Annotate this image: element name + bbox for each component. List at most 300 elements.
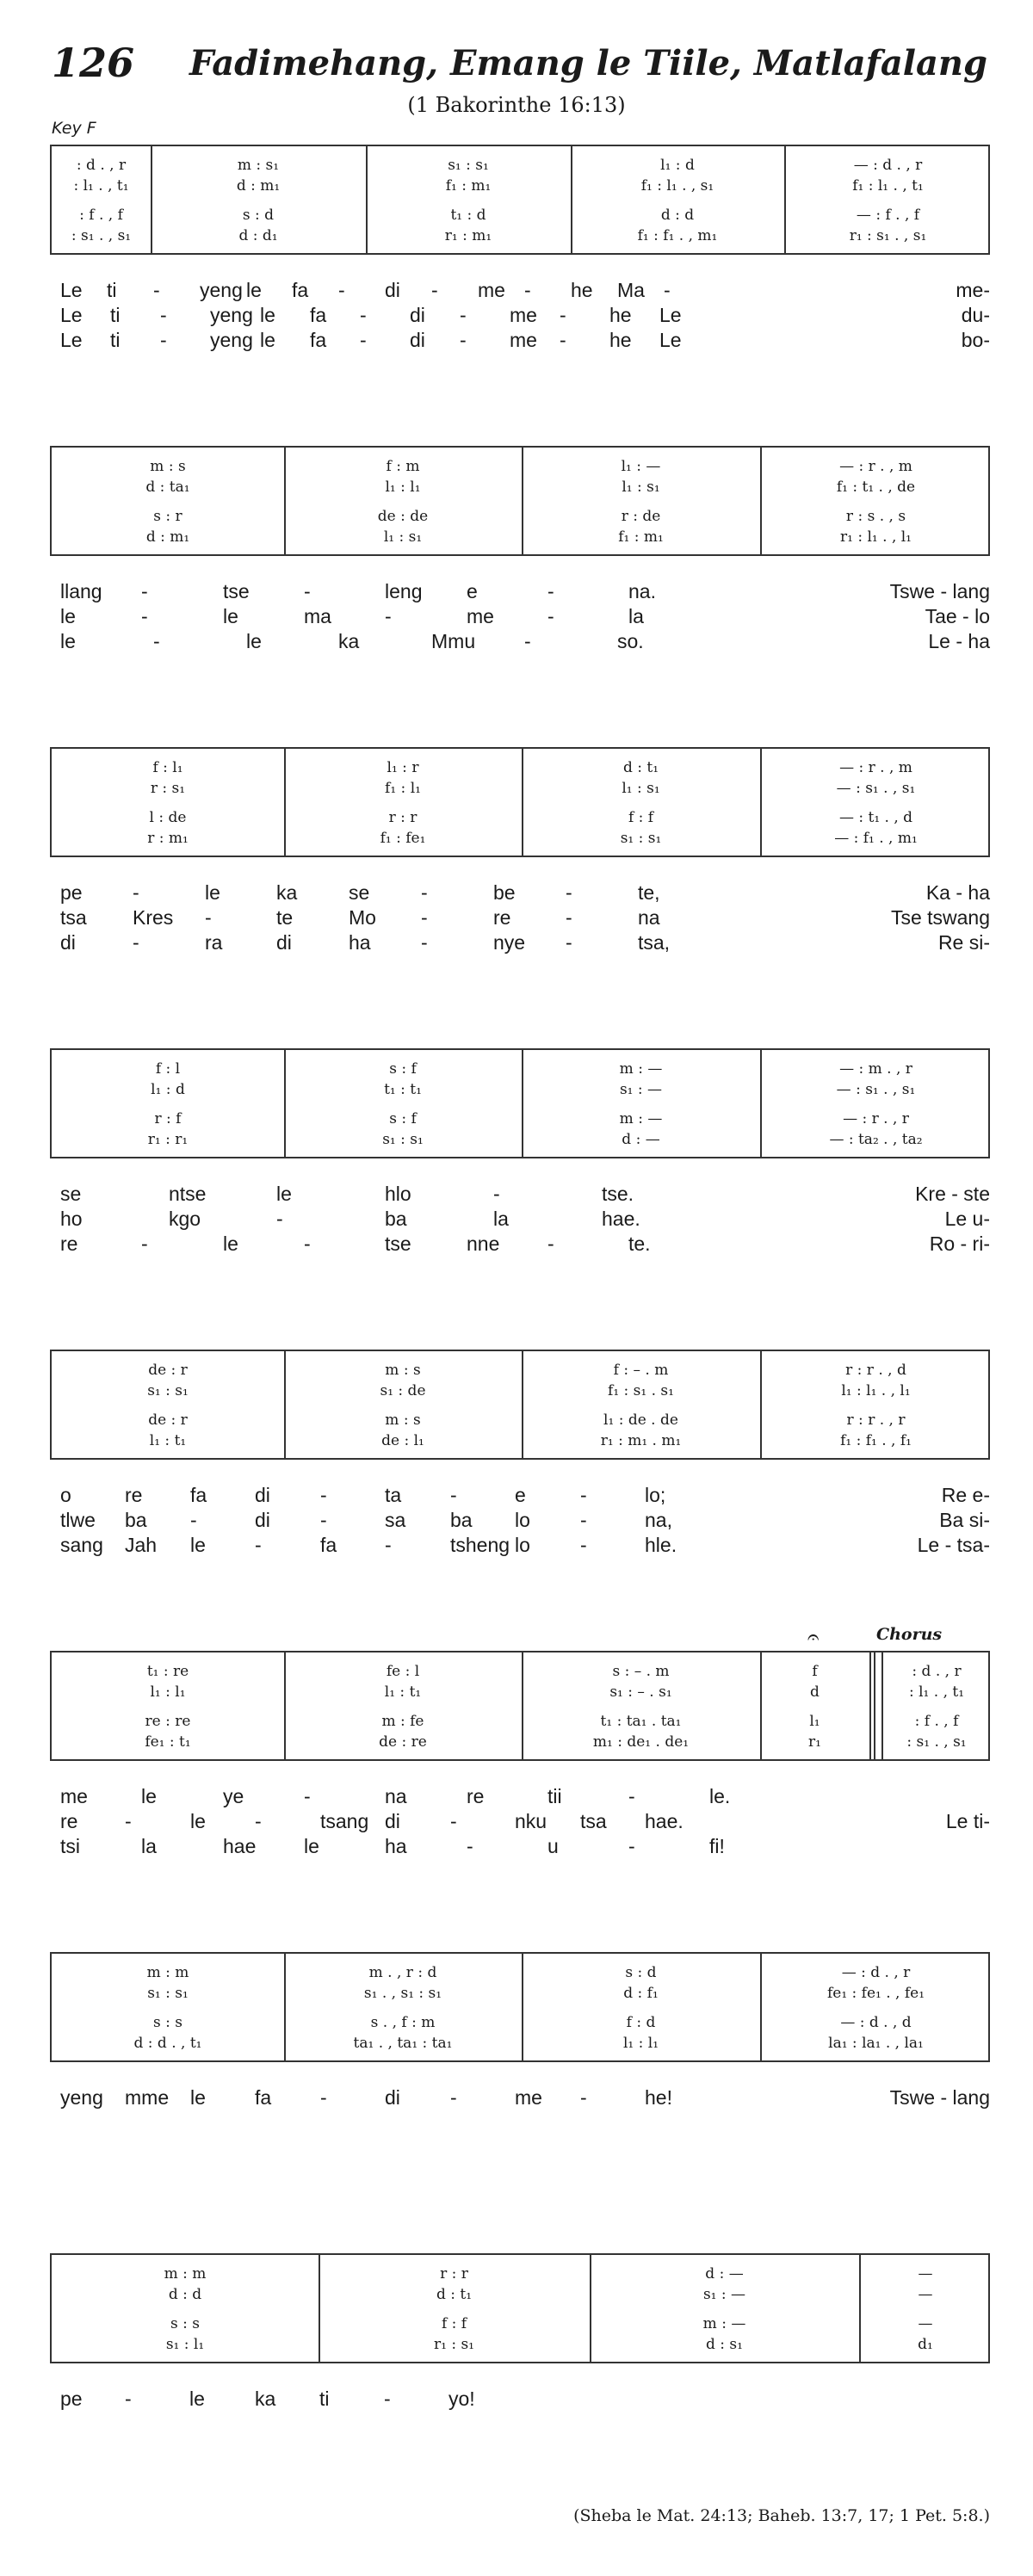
lyric-syllable: Le — [659, 329, 682, 351]
note-group: s : f — [389, 1110, 417, 1127]
lyric-line — [52, 1183, 990, 1208]
note-group: de : re — [379, 1733, 427, 1751]
note-group: s₁ : s₁ — [620, 830, 662, 847]
lyric-line — [52, 931, 990, 956]
lyric-syllable: - — [360, 304, 367, 326]
lyric-syllable: le — [260, 304, 275, 326]
lyric-syllable: le — [223, 605, 238, 627]
note-group: s . , f : m — [370, 2014, 436, 2031]
barline — [522, 1652, 523, 1759]
lyric-syllable: llang — [60, 580, 102, 602]
lyric-syllable: la — [141, 1835, 157, 1857]
barline — [284, 749, 286, 856]
barline — [760, 1652, 762, 1759]
lyric-syllable: di — [60, 931, 76, 954]
lyric-syllable: me — [515, 2086, 542, 2109]
lyric-syllable: ba — [125, 1509, 147, 1531]
barline — [881, 1652, 883, 1759]
lyric-syllable: ra — [205, 931, 223, 954]
lyric-syllable: se — [349, 881, 370, 904]
note-group: f : l — [155, 1060, 181, 1078]
lyric-syllable: - — [524, 630, 531, 652]
lyric-syllable: - — [566, 931, 572, 954]
note-group: — : d . , d — [840, 2014, 912, 2031]
note-group: m : s₁ — [237, 157, 280, 174]
lyric-syllable: di — [410, 304, 425, 326]
chorus-label: Chorus — [876, 1625, 943, 1644]
note-group: m : s — [385, 1362, 421, 1379]
lyric-syllable: - — [421, 906, 428, 929]
lyric-syllable: na — [638, 906, 660, 929]
lyric-syllable: - — [320, 1509, 327, 1531]
note-group: — : s₁ . , s₁ — [836, 1081, 916, 1098]
lyric-syllable: Le - ha — [928, 630, 990, 652]
note-group: r₁ : r₁ — [147, 1131, 189, 1148]
note-group: m . , r : d — [368, 1964, 437, 1981]
lyric-syllable: Ka - ha — [925, 881, 990, 904]
note-group: r : r — [440, 2265, 468, 2283]
lyric-syllable: - — [460, 329, 467, 351]
note-group: m₁ : de₁ . de₁ — [592, 1733, 690, 1751]
lyric-syllable: me — [510, 304, 537, 326]
lyric-syllable: Ro - ri- — [929, 1232, 990, 1255]
note-group: — : s₁ . , s₁ — [836, 780, 916, 797]
note-group: de : de — [377, 508, 429, 525]
lyric-syllable: hae. — [645, 1810, 684, 1832]
lyric-syllable: Le — [60, 279, 83, 301]
note-group: d : d₁ — [238, 227, 278, 244]
double-barline — [874, 1652, 875, 1759]
note-group: s₁ : de — [380, 1382, 426, 1399]
hymn-title: Fadimehang, Emang le Tiile, Matlafalang — [189, 43, 987, 83]
lyric-syllable: - — [255, 1810, 262, 1832]
note-group: fe₁ : fe₁ . , fe₁ — [826, 1985, 925, 2002]
note-group: l₁ — [809, 1713, 820, 1730]
lyric-syllable: le — [246, 279, 262, 301]
lyric-line — [52, 1208, 990, 1232]
lyric-syllable: le — [190, 2086, 206, 2109]
lyric-syllable: Le — [659, 304, 682, 326]
lyric-syllable: tsa — [580, 1810, 607, 1832]
lyric-syllable: pe — [60, 881, 83, 904]
lyric-syllable: Kres — [133, 906, 174, 929]
note-group: s₁ : l₁ — [165, 2336, 205, 2353]
lyric-syllable: - — [255, 1534, 262, 1556]
barline — [284, 1652, 286, 1759]
lyric-syllable: ti — [110, 329, 121, 351]
lyric-syllable: le — [276, 1183, 292, 1205]
hymn-number: 126 — [52, 40, 135, 86]
footnote: (Sheba le Mat. 24:13; Baheb. 13:7, 17; 1 Pet. 5:8.) — [573, 2506, 990, 2525]
lyric-syllable: - — [580, 1484, 587, 1506]
lyric-syllable: - — [304, 580, 311, 602]
note-group: fe : l — [386, 1663, 420, 1680]
note-group: r : m₁ — [147, 830, 189, 847]
barline — [760, 1050, 762, 1157]
note-group: l₁ : l₁ — [150, 1683, 186, 1701]
note-group: — : f . , f — [856, 207, 920, 224]
note-group: f : l₁ — [152, 759, 183, 776]
note-group: s : d — [625, 1964, 657, 1981]
lyric-syllable: te. — [628, 1232, 651, 1255]
note-group: m : s — [385, 1412, 421, 1429]
lyric-syllable: me — [60, 1785, 88, 1807]
lyric-syllable: fa — [320, 1534, 337, 1556]
lyric-syllable: - — [190, 1509, 197, 1531]
lyric-syllable: ta — [385, 1484, 402, 1506]
note-group: — — [918, 2315, 933, 2332]
lyric-syllable: ka — [255, 2388, 276, 2410]
lyric-syllable: ntse — [169, 1183, 207, 1205]
lyric-syllable: Le u- — [944, 1208, 990, 1230]
notation-system — [50, 1651, 990, 1761]
lyric-syllable: be — [493, 881, 516, 904]
double-barline — [869, 1652, 871, 1759]
note-group: l₁ : l₁ — [622, 2035, 659, 2052]
lyric-syllable: - — [304, 1232, 311, 1255]
notation-system — [50, 1048, 990, 1158]
note-group: t₁ : ta₁ . ta₁ — [600, 1713, 682, 1730]
note-group: d : f₁ — [623, 1985, 659, 2002]
lyric-syllable: le. — [709, 1785, 731, 1807]
note-group: l₁ : d — [151, 1081, 185, 1098]
barline — [151, 146, 152, 253]
lyric-syllable: - — [493, 1183, 500, 1205]
lyric-syllable: Mo — [349, 906, 376, 929]
lyric-syllable: - — [560, 304, 566, 326]
lyric-line — [52, 304, 990, 329]
lyric-syllable: - — [141, 580, 148, 602]
notation-system — [50, 1350, 990, 1460]
lyric-syllable: - — [450, 1810, 457, 1832]
lyric-syllable: le — [141, 1785, 157, 1807]
lyric-syllable: na — [385, 1785, 407, 1807]
note-group: s : d — [242, 207, 275, 224]
note-group: l₁ : s₁ — [622, 780, 660, 797]
barline — [522, 1351, 523, 1458]
lyrics-block — [52, 1183, 990, 1257]
lyrics-block — [52, 580, 990, 655]
lyric-syllable: di — [385, 1810, 400, 1832]
barline — [522, 448, 523, 554]
lyric-syllable: le — [246, 630, 262, 652]
note-group: f : m — [386, 458, 420, 475]
note-group: d : s₁ — [706, 2336, 743, 2353]
barline — [859, 2255, 861, 2362]
lyric-line — [52, 1509, 990, 1534]
lyric-syllable: ti — [319, 2388, 330, 2410]
lyric-syllable: le — [189, 2388, 205, 2410]
notation-system — [50, 145, 990, 255]
note-group: s : s — [170, 2315, 200, 2332]
lyric-syllable: di — [276, 931, 292, 954]
note-group: l₁ : — — [621, 458, 661, 475]
lyric-syllable: hlo — [385, 1183, 411, 1205]
note-group: : d . , r — [912, 1663, 962, 1680]
lyric-syllable: Le — [60, 304, 83, 326]
lyric-line — [52, 630, 990, 655]
note-group: l : de — [149, 809, 187, 826]
lyric-syllable: tlwe — [60, 1509, 96, 1531]
lyric-syllable: fi! — [709, 1835, 725, 1857]
note-group: — : d . , r — [853, 157, 923, 174]
lyric-line — [52, 1534, 990, 1559]
lyric-syllable: - — [421, 881, 428, 904]
lyric-syllable: fa — [310, 304, 327, 326]
note-group: r₁ : s₁ . , s₁ — [849, 227, 927, 244]
lyric-syllable: - — [460, 304, 467, 326]
lyric-syllable: le — [190, 1810, 206, 1832]
lyric-syllable: leng — [385, 580, 423, 602]
lyric-syllable: - — [450, 2086, 457, 2109]
lyric-syllable: so. — [617, 630, 644, 652]
lyric-syllable: - — [160, 329, 167, 351]
lyric-syllable: fa — [292, 279, 309, 301]
lyric-syllable: hae. — [602, 1208, 640, 1230]
lyric-syllable: nne — [467, 1232, 500, 1255]
note-group: — : r . , m — [839, 458, 912, 475]
lyric-syllable: le — [304, 1835, 319, 1857]
note-group: r : r — [388, 809, 418, 826]
lyric-syllable: hae — [223, 1835, 257, 1857]
lyric-syllable: - — [160, 304, 167, 326]
lyric-syllable: me — [478, 279, 505, 301]
note-group: ta₁ . , ta₁ : ta₁ — [353, 2035, 453, 2052]
note-group: r₁ : m₁ . m₁ — [600, 1432, 682, 1449]
lyric-syllable: Le - tsa- — [917, 1534, 990, 1556]
note-group: f : f — [441, 2315, 467, 2332]
lyric-syllable: Mmu — [431, 630, 476, 652]
lyric-syllable: la — [493, 1208, 509, 1230]
note-group: re : re — [145, 1713, 191, 1730]
lyric-syllable: du- — [961, 304, 990, 326]
note-group: — : t₁ . , d — [838, 809, 913, 826]
note-group: r₁ : l₁ . , l₁ — [840, 528, 912, 546]
note-group: d : d — [660, 207, 695, 224]
lyric-syllable: le — [190, 1534, 206, 1556]
lyric-syllable: - — [628, 1785, 635, 1807]
lyric-syllable: le — [223, 1232, 238, 1255]
lyrics-block — [52, 1785, 990, 1860]
lyric-syllable: le — [60, 605, 76, 627]
note-group: t₁ : t₁ — [384, 1081, 422, 1098]
note-group: f : – . m — [613, 1362, 669, 1379]
barline — [284, 1351, 286, 1458]
lyric-syllable: na. — [628, 580, 656, 602]
lyric-line — [52, 1232, 990, 1257]
note-group: f₁ : m₁ — [618, 528, 664, 546]
lyric-line — [52, 2388, 990, 2412]
lyric-syllable: - — [360, 329, 367, 351]
lyric-syllable: lo — [515, 1534, 530, 1556]
lyrics-block — [52, 881, 990, 956]
lyric-syllable: Kre - ste — [915, 1183, 990, 1205]
barline — [571, 146, 572, 253]
notation-system — [50, 2253, 990, 2363]
fermata-icon: 𝄐 — [807, 1625, 820, 1649]
note-group: : f . , f — [914, 1713, 959, 1730]
lyric-syllable: re — [60, 1232, 78, 1255]
lyric-syllable: - — [580, 1509, 587, 1531]
note-group: f : f — [628, 809, 654, 826]
note-group: f₁ : l₁ . , s₁ — [640, 177, 714, 195]
lyric-syllable: - — [133, 881, 139, 904]
lyric-syllable: kgo — [169, 1208, 201, 1230]
note-group: s₁ : s₁ — [382, 1131, 424, 1148]
lyric-syllable: - — [304, 1785, 311, 1807]
lyric-syllable: - — [276, 1208, 283, 1230]
note-group: s₁ : s₁ — [147, 1382, 189, 1399]
lyric-syllable: Le — [60, 329, 83, 351]
lyric-syllable: Re si- — [937, 931, 990, 954]
lyric-syllable: Le ti- — [945, 1810, 990, 1832]
lyric-syllable: mme — [125, 2086, 170, 2109]
note-group: d₁ — [918, 2336, 933, 2353]
lyric-syllable: fa — [190, 1484, 207, 1506]
lyric-syllable: Tswe - lang — [889, 580, 990, 602]
barline — [590, 2255, 591, 2362]
note-group: m : fe — [381, 1713, 424, 1730]
lyric-syllable: e — [467, 580, 478, 602]
note-group: r : s₁ — [150, 780, 186, 797]
lyric-syllable: yeng — [200, 279, 243, 301]
note-group: d : m₁ — [236, 177, 281, 195]
barline — [760, 749, 762, 856]
lyric-syllable: le — [260, 329, 275, 351]
barline — [760, 448, 762, 554]
lyric-syllable: - — [205, 906, 212, 929]
lyric-syllable: na, — [645, 1509, 672, 1531]
note-group: — : r . , r — [843, 1110, 909, 1127]
lyric-syllable: di — [255, 1484, 270, 1506]
lyric-syllable: e — [515, 1484, 526, 1506]
note-group: de : r — [148, 1412, 188, 1429]
note-group: l₁ : l₁ . , l₁ — [841, 1382, 911, 1399]
barline — [284, 1050, 286, 1157]
note-group: t₁ : d — [450, 207, 486, 224]
barline — [522, 1954, 523, 2060]
note-group: t₁ : re — [146, 1663, 189, 1680]
scripture-reference: (1 Bakorinthe 16:13) — [407, 93, 626, 117]
lyric-syllable: sang — [60, 1534, 103, 1556]
lyric-syllable: fa — [255, 2086, 272, 2109]
lyric-syllable: - — [320, 1484, 327, 1506]
lyric-syllable: me- — [956, 279, 990, 301]
note-group: : f . , f — [79, 207, 123, 224]
lyric-syllable: lo; — [645, 1484, 666, 1506]
lyric-syllable: - — [450, 1484, 457, 1506]
note-group: s₁ : — — [619, 1081, 663, 1098]
lyric-line — [52, 580, 990, 605]
lyric-syllable: pe — [60, 2388, 83, 2410]
lyric-line — [52, 1785, 990, 1810]
note-group: s₁ : s₁ — [448, 157, 489, 174]
lyric-syllable: - — [547, 580, 554, 602]
note-group: s₁ : s₁ — [147, 1985, 189, 2002]
lyric-syllable: - — [547, 1232, 554, 1255]
lyric-syllable: - — [338, 279, 345, 301]
lyric-syllable: - — [125, 2388, 132, 2410]
lyric-syllable: Ma — [617, 279, 645, 301]
note-group: fe₁ : t₁ — [145, 1733, 191, 1751]
lyric-syllable: la — [628, 605, 644, 627]
lyric-syllable: - — [547, 605, 554, 627]
note-group: l₁ : s₁ — [383, 528, 423, 546]
lyric-syllable: yo! — [448, 2388, 475, 2410]
lyric-line — [52, 1835, 990, 1860]
note-group: d — [810, 1683, 820, 1701]
note-group: l₁ : d — [660, 157, 695, 174]
note-group: d : d . , t₁ — [133, 2035, 202, 2052]
note-group: r : s . , s — [845, 508, 906, 525]
note-group: — : r . , m — [839, 759, 912, 776]
lyric-syllable: ka — [338, 630, 360, 652]
lyric-syllable: - — [133, 931, 139, 954]
lyric-syllable: yeng — [210, 304, 253, 326]
lyric-syllable: se — [60, 1183, 82, 1205]
lyric-syllable: fa — [310, 329, 327, 351]
lyric-syllable: he! — [645, 2086, 672, 2109]
lyric-syllable: di — [385, 279, 400, 301]
lyric-syllable: Tae - lo — [925, 605, 990, 627]
lyric-syllable: tsang — [320, 1810, 369, 1832]
lyrics-block — [52, 279, 990, 354]
lyric-syllable: ho — [60, 1208, 83, 1230]
note-group: m : m — [146, 1964, 189, 1981]
lyric-syllable: - — [580, 1534, 587, 1556]
note-group: : s₁ . , s₁ — [71, 227, 132, 244]
lyric-syllable: ha — [349, 931, 371, 954]
lyric-syllable: tse — [223, 580, 250, 602]
lyric-syllable: re — [467, 1785, 485, 1807]
note-group: d : ta₁ — [145, 479, 190, 496]
note-group: d : m₁ — [145, 528, 190, 546]
lyric-syllable: ha — [385, 1835, 407, 1857]
lyric-syllable: re — [493, 906, 511, 929]
lyric-line — [52, 906, 990, 931]
key-signature: Key F — [52, 119, 96, 138]
lyric-syllable: o — [60, 1484, 71, 1506]
barline — [760, 1954, 762, 2060]
note-group: f — [812, 1663, 818, 1680]
lyric-syllable: tsa, — [638, 931, 671, 954]
note-group: f₁ : t₁ . , de — [836, 479, 916, 496]
lyric-line — [52, 2086, 990, 2111]
note-group: s₁ : — — [702, 2286, 746, 2303]
lyric-syllable: ti — [110, 304, 121, 326]
lyric-syllable: tii — [547, 1785, 562, 1807]
lyric-syllable: - — [385, 1534, 392, 1556]
note-group: m : — — [619, 1110, 663, 1127]
lyric-syllable: - — [141, 1232, 148, 1255]
lyric-syllable: - — [125, 1810, 132, 1832]
note-group: l₁ : t₁ — [149, 1432, 187, 1449]
lyric-syllable: tsi — [60, 1835, 80, 1857]
lyric-syllable: - — [153, 630, 160, 652]
note-group: f₁ : f₁ . , f₁ — [840, 1432, 912, 1449]
lyric-syllable: he — [609, 329, 632, 351]
lyric-syllable: - — [566, 906, 572, 929]
note-group: r : r . , d — [845, 1362, 906, 1379]
lyric-syllable: Ba si- — [939, 1509, 990, 1531]
barline — [366, 146, 368, 253]
note-group: r : de — [621, 508, 661, 525]
barline — [522, 749, 523, 856]
lyric-syllable: di — [410, 329, 425, 351]
lyric-syllable: bo- — [961, 329, 990, 351]
lyric-syllable: ti — [107, 279, 117, 301]
lyric-syllable: tsheng — [450, 1534, 510, 1556]
